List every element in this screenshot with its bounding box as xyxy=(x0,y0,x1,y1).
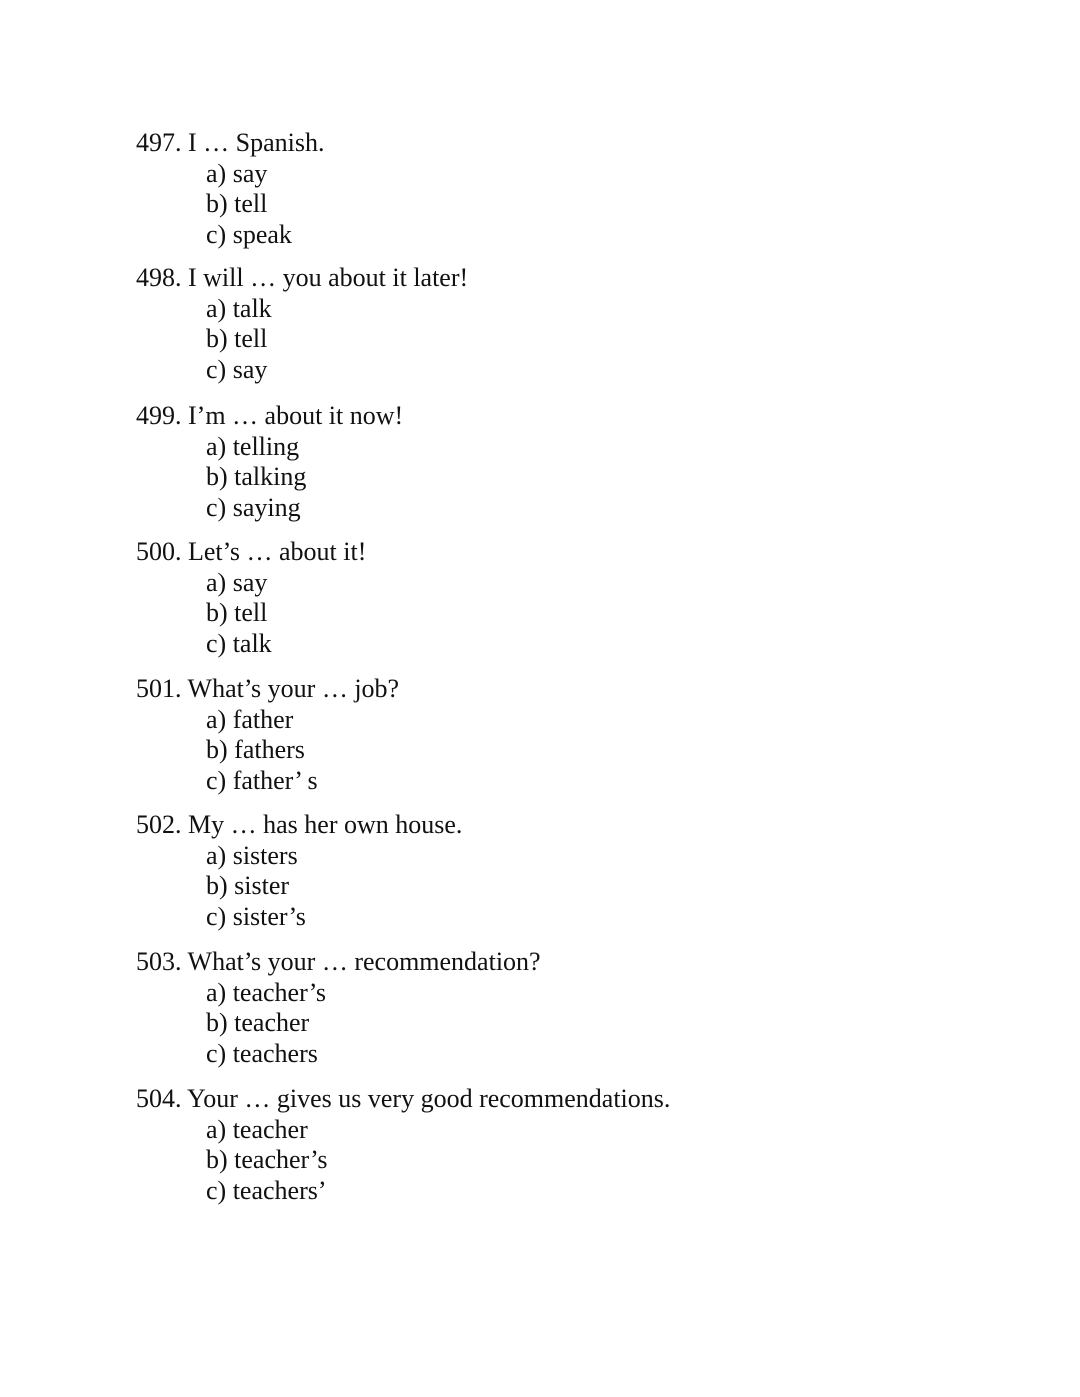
answer-option: a) telling xyxy=(206,431,300,461)
question-block xyxy=(136,674,399,796)
answer-option: c) saying xyxy=(206,492,301,522)
answer-option: b) tell xyxy=(206,189,268,218)
answer-option: a) teacher xyxy=(206,1114,308,1144)
answer-option: c) teachers’ xyxy=(206,1175,327,1205)
question-text: 497. I … Spanish. xyxy=(136,128,325,157)
question-block xyxy=(136,263,468,385)
answer-option: a) say xyxy=(206,567,268,597)
question-block xyxy=(136,810,462,932)
answer-option: b) sister xyxy=(206,871,290,900)
question-text: 503. What’s your … recommendation? xyxy=(136,947,541,976)
answer-option: c) say xyxy=(206,354,268,384)
answer-option: c) talk xyxy=(206,628,272,658)
question-text: 498. I will … you about it later! xyxy=(136,263,469,292)
question-text: 504. Your … gives us very good recommendations. xyxy=(136,1084,671,1113)
answer-option: a) sisters xyxy=(206,840,298,870)
answer-option: c) teachers xyxy=(206,1038,318,1068)
question-block xyxy=(136,401,403,523)
answer-option: b) fathers xyxy=(206,735,305,764)
question-text: 500. Let’s … about it! xyxy=(136,537,367,566)
question-text: 501. What’s your … job? xyxy=(136,674,400,703)
answer-option: b) talking xyxy=(206,462,307,491)
answer-option: a) teacher’s xyxy=(206,977,327,1007)
question-block xyxy=(136,128,325,250)
question-block xyxy=(136,947,541,1069)
question-text: 499. I’m … about it now! xyxy=(136,401,404,430)
question-block xyxy=(136,537,366,659)
answer-option: b) teacher’s xyxy=(206,1145,328,1174)
answer-option: b) tell xyxy=(206,324,268,353)
answer-option: c) father’ s xyxy=(206,765,318,795)
answer-option: b) tell xyxy=(206,598,268,627)
answer-option: a) talk xyxy=(206,293,272,323)
question-block xyxy=(136,1084,670,1206)
answer-option: a) say xyxy=(206,158,268,188)
answer-option: a) father xyxy=(206,704,294,734)
answer-option: b) teacher xyxy=(206,1008,310,1037)
answer-option: c) speak xyxy=(206,219,292,249)
answer-option: c) sister’s xyxy=(206,901,306,931)
question-text: 502. My … has her own house. xyxy=(136,810,463,839)
